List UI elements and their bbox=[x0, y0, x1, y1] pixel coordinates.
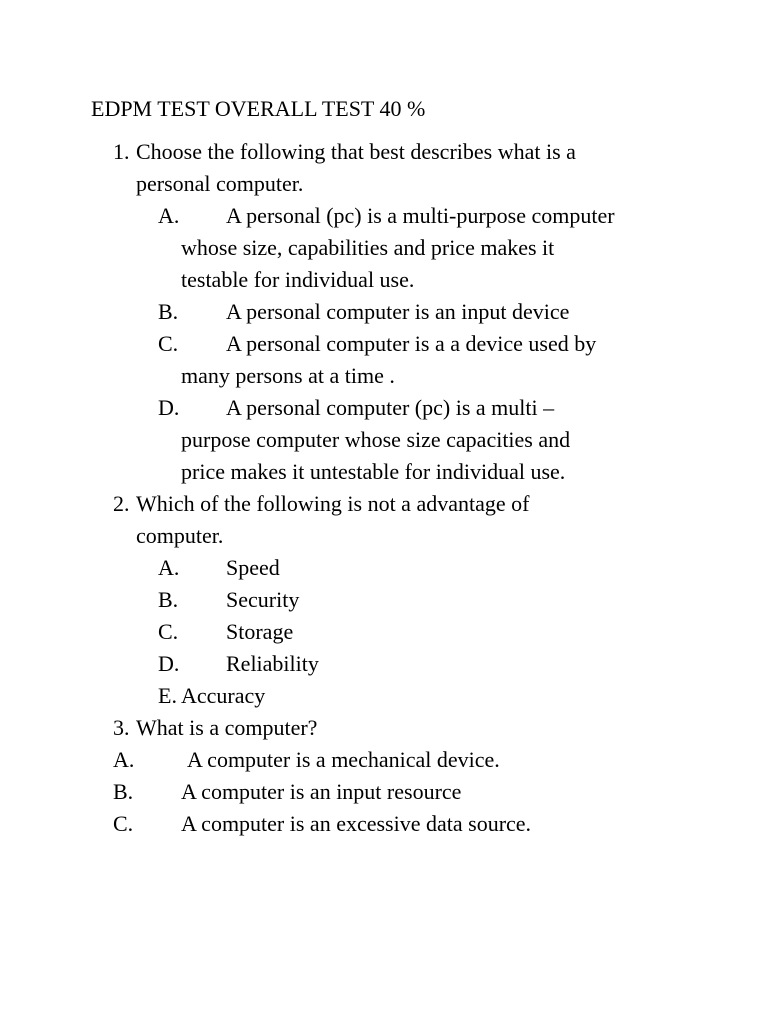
option-text: Accuracy bbox=[181, 683, 266, 708]
option-text: price makes it untestable for individual use. bbox=[181, 459, 566, 484]
option-text: A computer is an input resource bbox=[181, 779, 462, 804]
option-letter: B. bbox=[113, 779, 134, 804]
option-text: whose size, capabilities and price makes it bbox=[181, 235, 555, 260]
option-text: purpose computer whose size capacities and bbox=[181, 427, 571, 452]
option-text: testable for individual use. bbox=[181, 267, 415, 292]
option-letter: D. bbox=[158, 651, 180, 676]
option-text: Storage bbox=[226, 619, 294, 644]
question-text: Choose the following that best describes what is a bbox=[136, 139, 576, 164]
option-letter: D. bbox=[158, 395, 180, 420]
option-letter: A. bbox=[113, 747, 135, 772]
option-letter: C. bbox=[158, 331, 179, 356]
document-title: EDPM TEST OVERALL TEST 40 % bbox=[91, 96, 426, 121]
option-letter: C. bbox=[158, 619, 179, 644]
option-letter: B. bbox=[158, 587, 179, 612]
option-letter: C. bbox=[113, 811, 134, 836]
option-text: A personal computer is a a device used by bbox=[226, 331, 597, 356]
option-text: A personal computer (pc) is a multi – bbox=[226, 395, 555, 420]
question-number: 1. bbox=[113, 139, 130, 164]
question-number: 3. bbox=[113, 715, 130, 740]
question-text: Which of the following is not a advantage of bbox=[136, 491, 530, 516]
option-text: A computer is an excessive data source. bbox=[181, 811, 532, 836]
question-number: 2. bbox=[113, 491, 130, 516]
option-letter: B. bbox=[158, 299, 179, 324]
option-text: many persons at a time . bbox=[181, 363, 395, 388]
question-text: personal computer. bbox=[136, 171, 304, 196]
option-text: A computer is a mechanical device. bbox=[187, 747, 500, 772]
question-text: computer. bbox=[136, 523, 224, 548]
option-letter: E. bbox=[158, 683, 177, 708]
option-text: Reliability bbox=[226, 651, 319, 676]
question-text: What is a computer? bbox=[136, 715, 318, 740]
option-letter: A. bbox=[158, 203, 180, 228]
option-text: A personal computer is an input device bbox=[226, 299, 570, 324]
option-letter: A. bbox=[158, 555, 180, 580]
option-text: A personal (pc) is a multi-purpose computer bbox=[226, 203, 615, 228]
option-text: Speed bbox=[226, 555, 280, 580]
option-text: Security bbox=[226, 587, 300, 612]
